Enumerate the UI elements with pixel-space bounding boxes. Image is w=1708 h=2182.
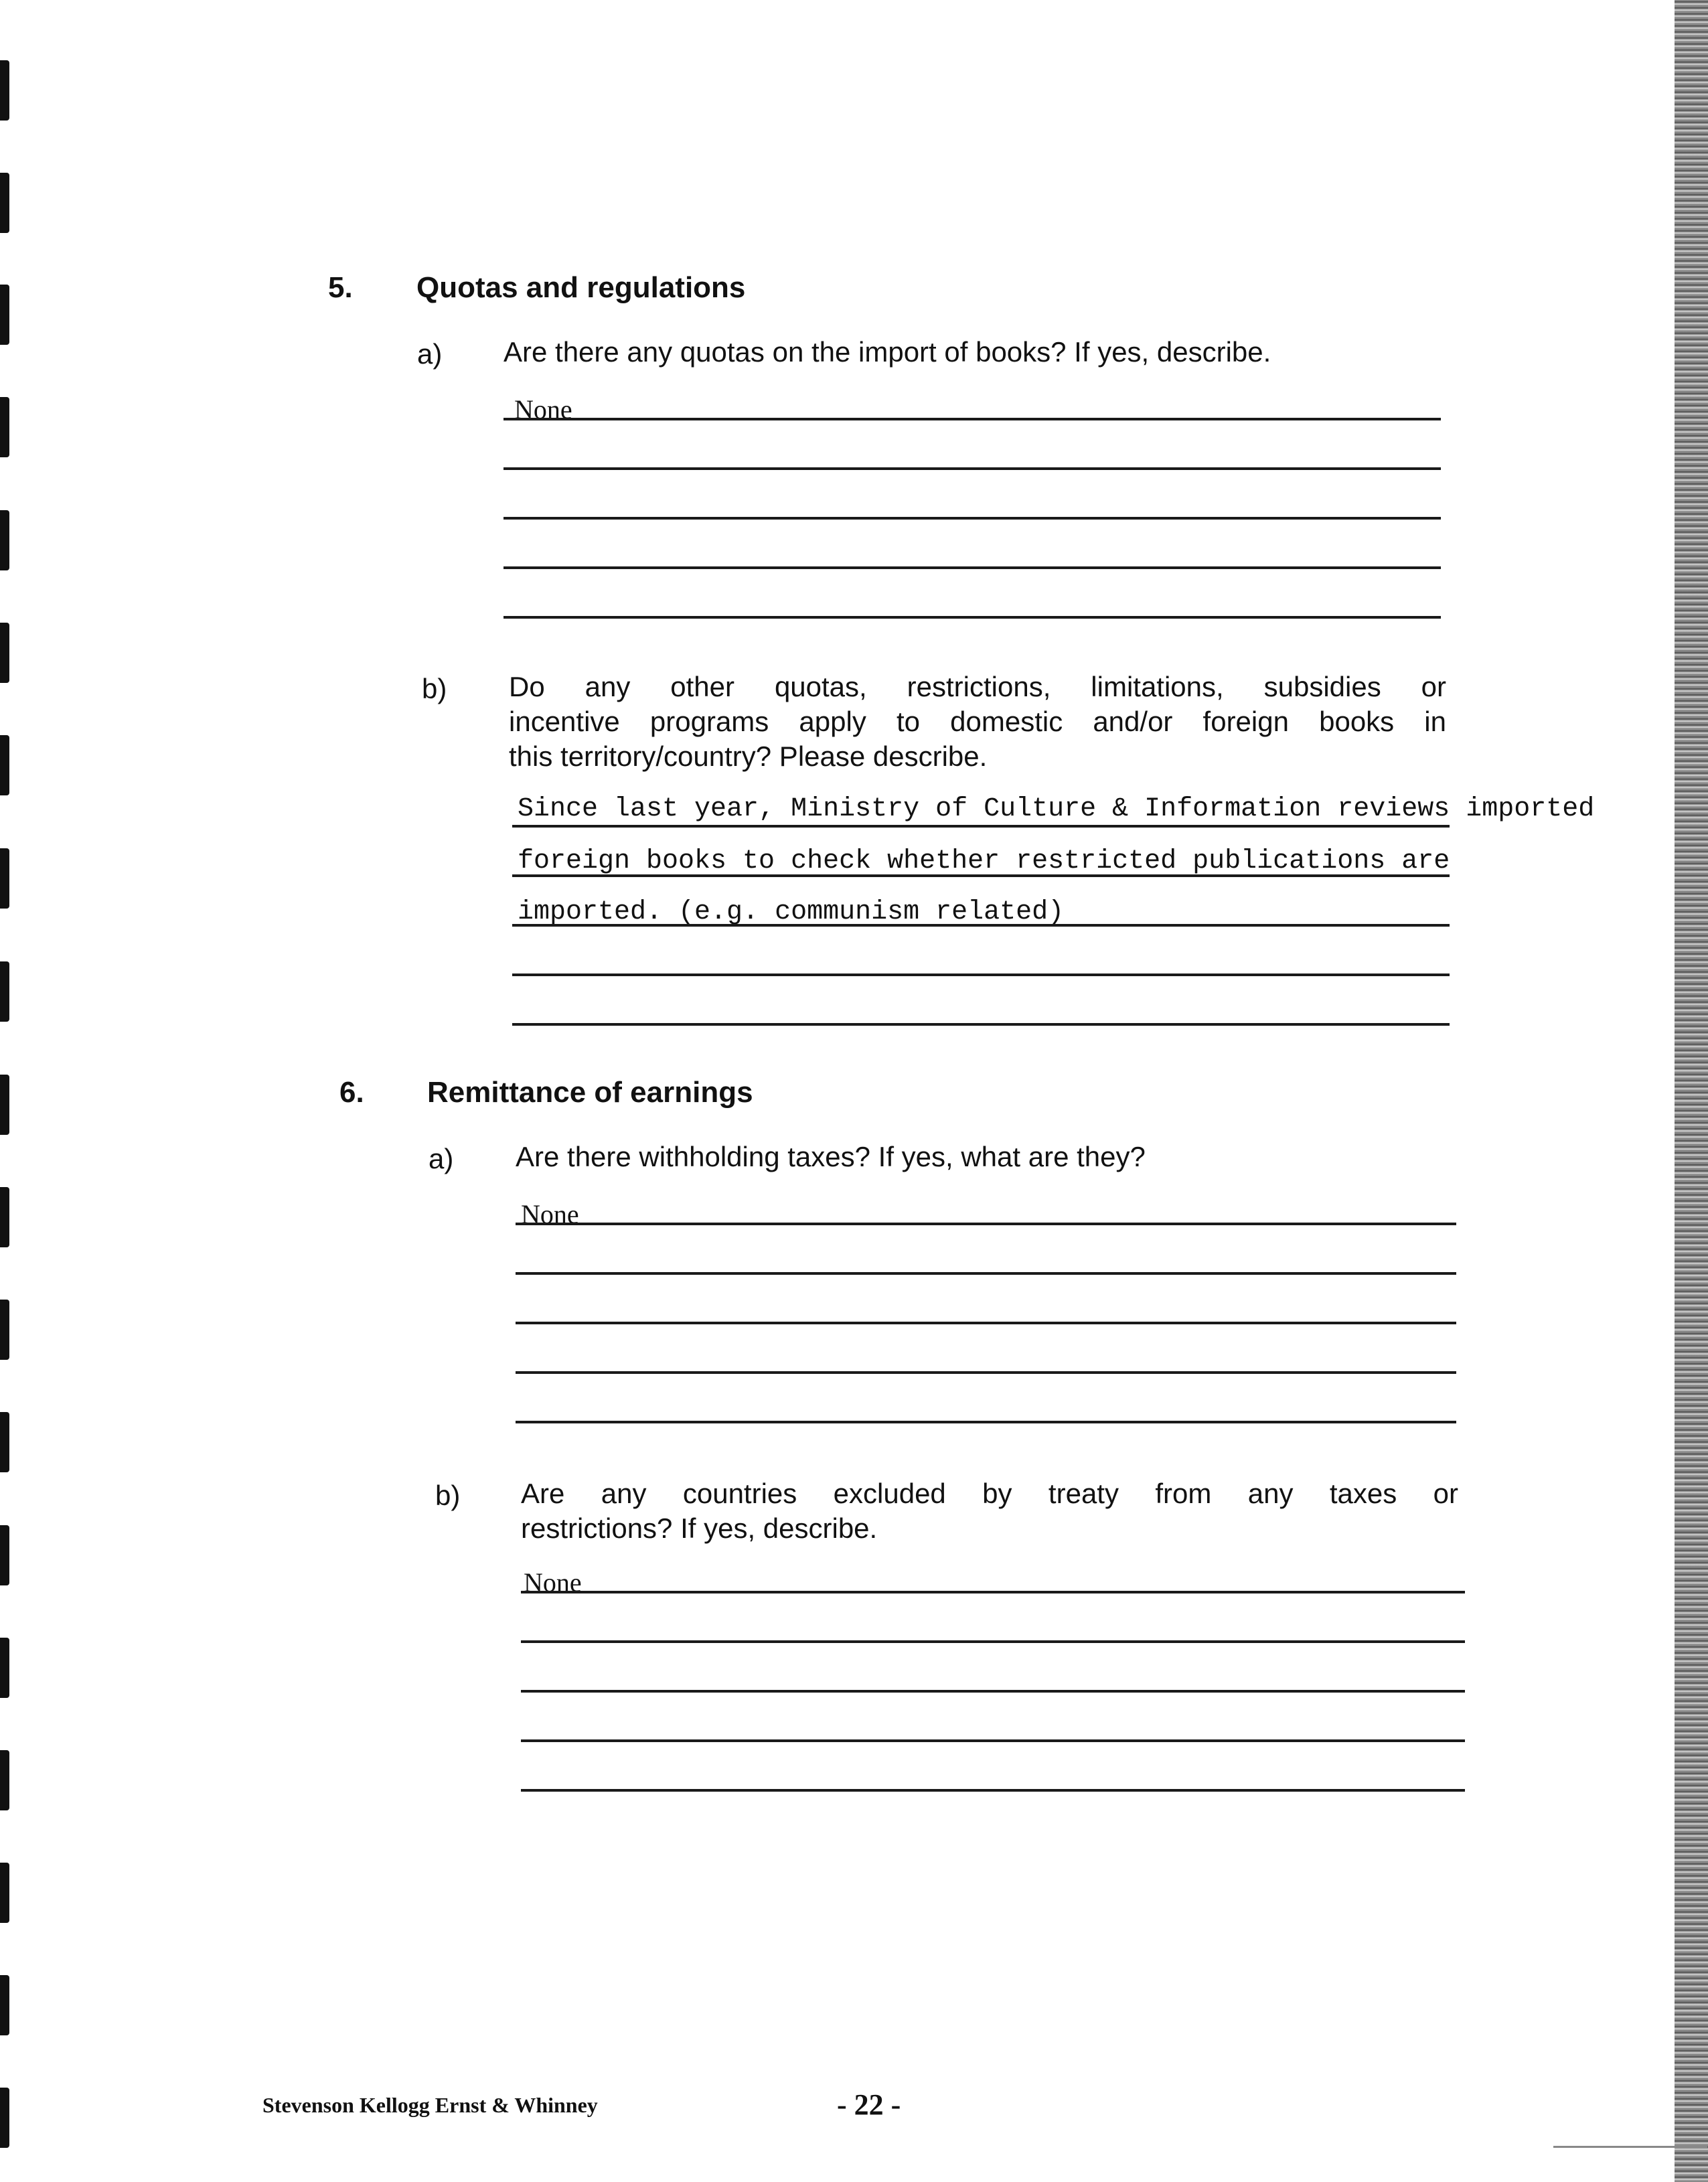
answer-line <box>516 1223 1456 1225</box>
section-number: 5. <box>328 271 353 304</box>
answer-line <box>512 874 1450 877</box>
answer-line <box>516 1421 1456 1423</box>
answer-text: None <box>521 1199 579 1229</box>
answer-line <box>512 924 1450 927</box>
question-text-line: Are any countries excluded by treaty from any taxes or <box>521 1478 1458 1509</box>
section-title: Remittance of earnings <box>427 1076 753 1109</box>
question-letter: b) <box>435 1480 461 1511</box>
section-number: 6. <box>339 1076 364 1109</box>
scanned-bottom-edge <box>1553 2146 1707 2148</box>
answer-line <box>521 1739 1465 1742</box>
answer-line <box>516 1322 1456 1324</box>
typed-answer-line: Since last year, Ministry of Culture & Information reviews imported <box>518 794 1595 824</box>
typed-answer-line: foreign books to check whether restricted publications are <box>518 846 1450 876</box>
footer-firm-name: Stevenson Kellogg Ernst & Whinney <box>262 2093 598 2117</box>
answer-line <box>503 517 1441 520</box>
question-text-line: incentive programs apply to domestic and/or foreign books in <box>509 706 1446 737</box>
answer-line <box>516 1272 1456 1275</box>
question-text-line: restrictions? If yes, describe. <box>521 1512 878 1544</box>
answer-text: None <box>524 1567 582 1597</box>
answer-line <box>503 418 1441 420</box>
answer-line <box>503 467 1441 470</box>
question-text-line: this territory/country? Please describe. <box>509 741 988 772</box>
page-number: - 22 - <box>837 2088 901 2121</box>
scanned-page-edge <box>1675 0 1708 2182</box>
answer-line <box>521 1789 1465 1792</box>
answer-line <box>512 973 1450 976</box>
answer-line <box>521 1591 1465 1593</box>
question-text-line: Do any other quotas, restrictions, limitations, subsidies or <box>509 671 1446 702</box>
answer-line <box>512 825 1450 828</box>
question-letter: a) <box>417 338 443 370</box>
question-text: Are there withholding taxes? If yes, what are they? <box>516 1141 1146 1172</box>
question-text: Are there any quotas on the import of books? If yes, describe. <box>503 336 1271 368</box>
answer-text: None <box>514 394 572 424</box>
answer-line <box>503 616 1441 619</box>
answer-line <box>512 1023 1450 1026</box>
answer-line <box>521 1640 1465 1643</box>
answer-line <box>503 566 1441 569</box>
answer-line <box>521 1690 1465 1693</box>
question-letter: b) <box>422 673 447 704</box>
section-title: Quotas and regulations <box>416 271 746 304</box>
question-letter: a) <box>429 1143 454 1174</box>
typed-answer-line: imported. (e.g. communism related) <box>518 897 1065 927</box>
answer-line <box>516 1371 1456 1374</box>
